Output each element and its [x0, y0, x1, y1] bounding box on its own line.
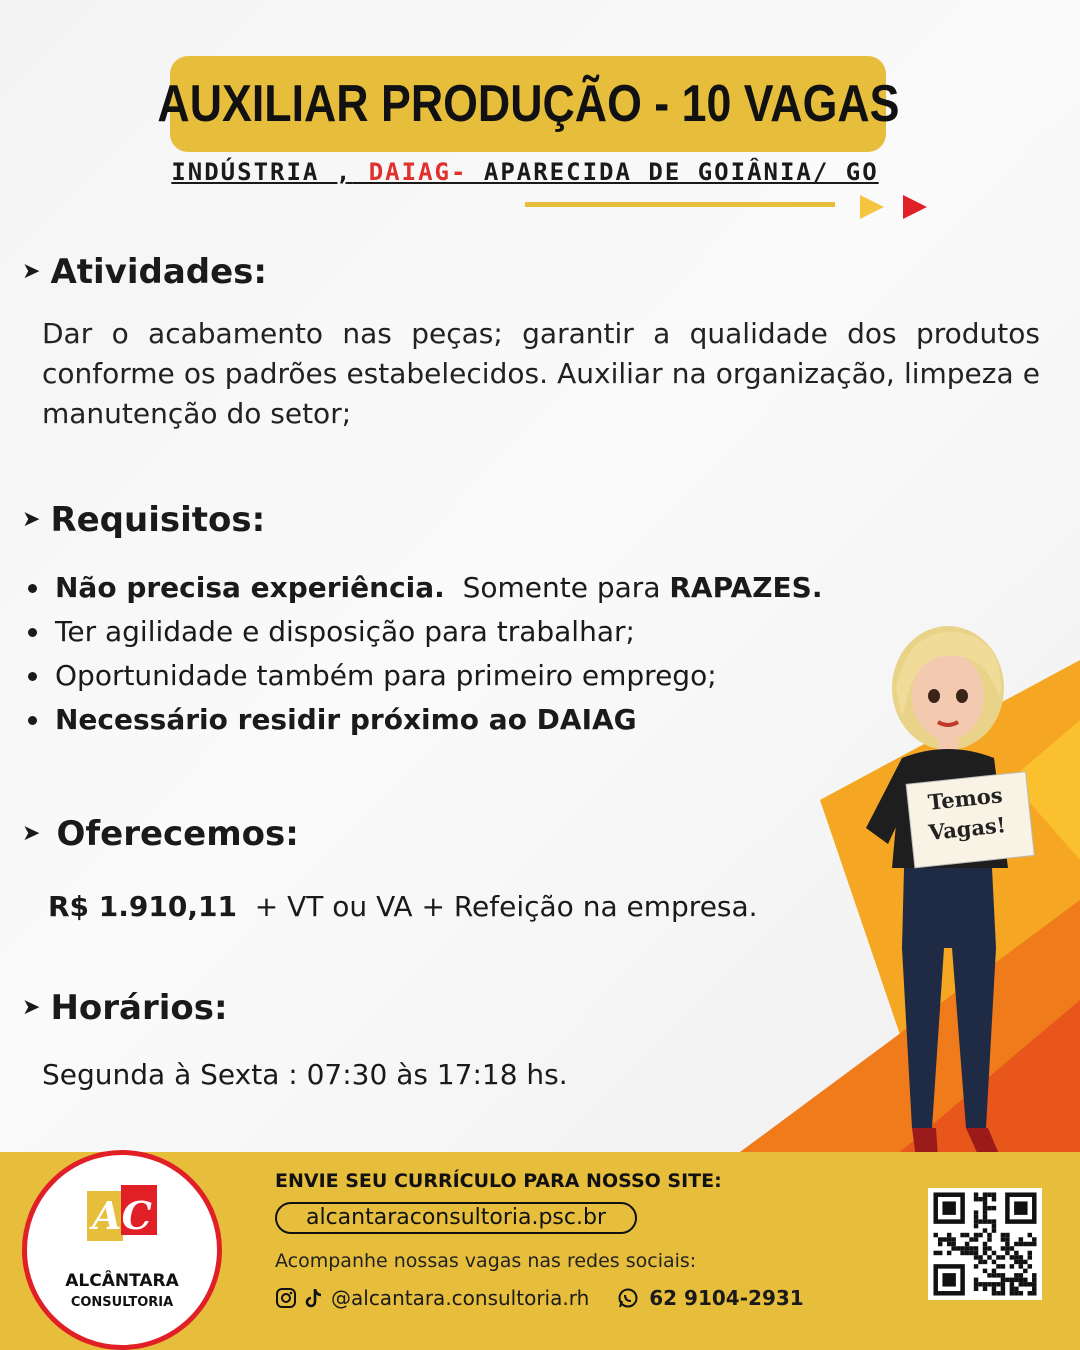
arrow-icon: ➤ [22, 995, 41, 1020]
sign-line-1: Temos [926, 782, 1004, 815]
list-item [28, 654, 822, 698]
play-icon-red [903, 195, 927, 219]
logo-name: ALCÂNTARA [65, 1271, 179, 1291]
phone-number[interactable]: 62 9104-2931 [649, 1286, 804, 1310]
bullet-icon [28, 672, 37, 681]
social-handle[interactable]: @alcantara.consultoria.rh [331, 1286, 590, 1310]
section-atividades-heading [22, 252, 267, 292]
req-first-job: Oportunidade também para primeiro emprego; [55, 659, 717, 692]
benefits: + VT ou VA + Refeição na empresa. [236, 890, 758, 923]
tiktok-icon[interactable] [303, 1287, 325, 1309]
subtitle-location: APARECIDA DE GOIÂNIA/ GO [467, 158, 879, 186]
arrow-icon: ➤ [22, 821, 41, 846]
heading-text: Requisitos: [50, 500, 266, 540]
req-only-for: Somente para [444, 571, 670, 604]
whatsapp-icon[interactable] [617, 1287, 639, 1309]
follow-text: Acompanhe nossas vagas nas redes sociais: [275, 1250, 697, 1272]
instagram-icon[interactable] [275, 1287, 297, 1309]
logo-letters: AC [92, 1193, 152, 1238]
req-agility: Ter agilidade e disposição para trabalhar; [55, 615, 635, 648]
subtitle-underline [525, 202, 835, 207]
title-banner [156, 56, 900, 152]
offer-text [48, 890, 758, 923]
section-requisitos-heading [22, 500, 265, 540]
heading-text: Horários: [50, 988, 228, 1028]
logo-subtitle: CONSULTORIA [70, 1295, 174, 1310]
list-item [28, 566, 822, 610]
company-logo [22, 1150, 222, 1350]
bullet-icon [28, 628, 37, 637]
social-row [275, 1286, 804, 1310]
subtitle-company: DAIAG- [352, 158, 468, 186]
subtitle [0, 158, 1050, 186]
bullet-icon [28, 584, 37, 593]
list-item [28, 610, 822, 654]
sign-line-2: Vagas! [927, 812, 1007, 846]
requisitos-list [28, 566, 822, 742]
arrow-icon: ➤ [22, 259, 41, 284]
req-residence: Necessário residir próximo ao DAIAG [55, 703, 637, 736]
subtitle-industry: INDÚSTRIA , [171, 158, 353, 186]
heading-text: Atividades: [50, 252, 267, 292]
website-link[interactable]: alcantaraconsultoria.psc.br [275, 1202, 637, 1234]
req-experience: Não precisa experiência. [55, 571, 445, 604]
cta-text: ENVIE SEU CURRÍCULO PARA NOSSO SITE: [275, 1170, 722, 1192]
arrow-icon: ➤ [22, 507, 41, 532]
hours-text: Segunda à Sexta : 07:30 às 17:18 hs. [42, 1058, 568, 1091]
section-horarios-heading [22, 988, 228, 1028]
qr-code[interactable] [928, 1188, 1042, 1300]
puzzle-logo-icon [87, 1183, 157, 1245]
req-gender: RAPAZES. [669, 571, 823, 604]
heading-text: Oferecemos: [56, 814, 299, 854]
list-item [28, 698, 822, 742]
atividades-text: Dar o acabamento nas peças; garantir a qualidade dos produtos conforme os padrões estabelecidos. Auxiliar na organização, limpeza e manutenção do setor; [42, 317, 1040, 430]
woman-illustration [858, 618, 1038, 1178]
salary: R$ 1.910,11 [48, 890, 237, 923]
bullet-icon [28, 716, 37, 725]
page-title: AUXILIAR PRODUÇÃO - 10 VAGAS [156, 75, 900, 133]
play-icon-yellow [860, 195, 884, 219]
section-oferecemos-heading [22, 814, 299, 854]
